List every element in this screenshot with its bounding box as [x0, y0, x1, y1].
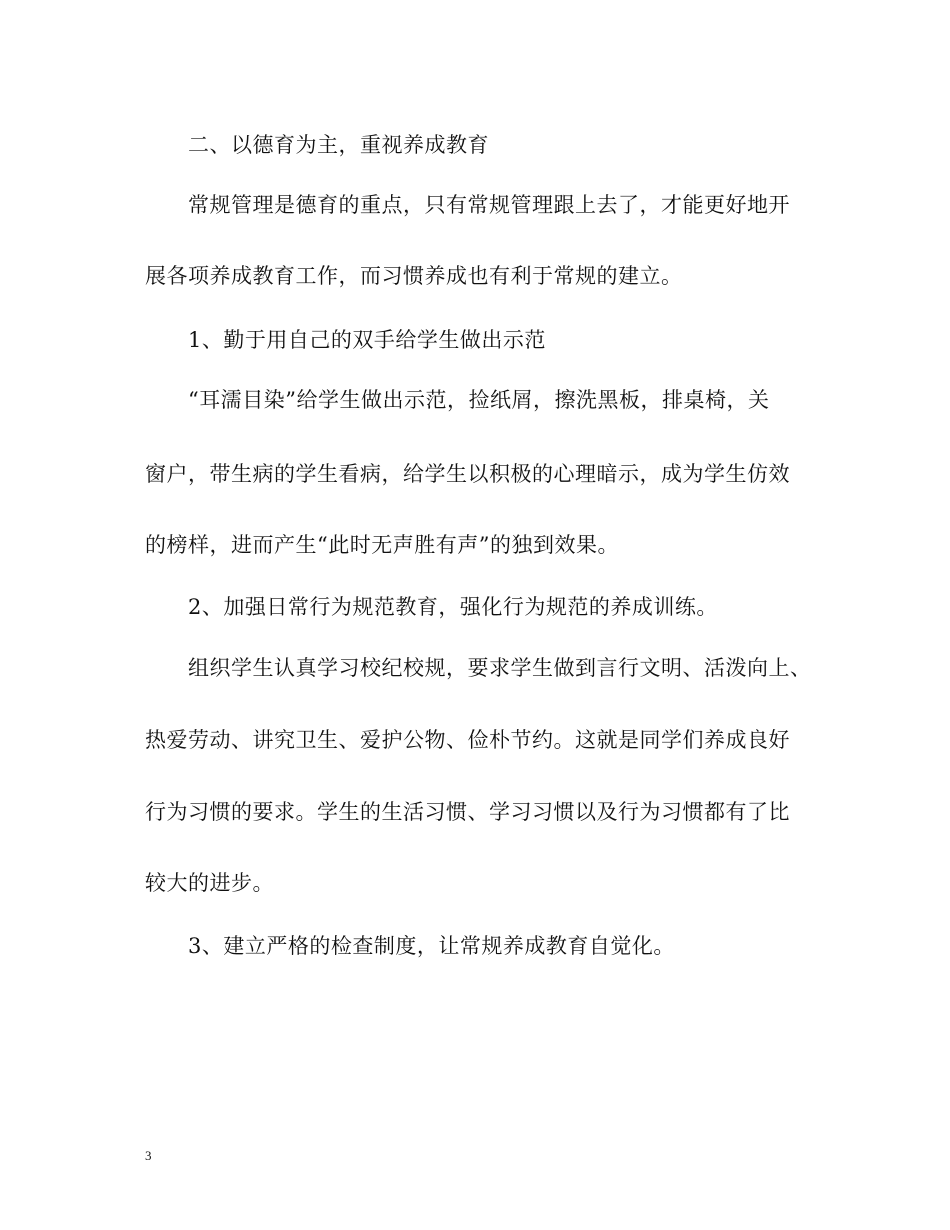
paragraph-line: 组织学生认真学习校纪校规，要求学生做到言行文明、活泼向上、 [188, 656, 812, 680]
subheading-3: 3、建立严格的检查制度，让常规养成教育自觉化。 [188, 934, 675, 958]
subheading-2: 2、加强日常行为规范教育，强化行为规范的养成训练。 [188, 595, 718, 619]
subheading-1: 1、勤于用自己的双手给学生做出示范 [188, 328, 546, 352]
paragraph-line: 窗户，带生病的学生看病，给学生以积极的心理暗示，成为学生仿效 [145, 462, 790, 486]
paragraph-line: 较大的进步。 [145, 871, 274, 895]
section-heading-2: 二、以德育为主，重视养成教育 [188, 133, 489, 157]
page-number: 3 [145, 1148, 152, 1163]
paragraph-line: “耳濡目染”给学生做出示范，捡纸屑，擦洗黑板，排桌椅，关 [188, 388, 770, 412]
paragraph-line: 行为习惯的要求。学生的生活习惯、学习习惯以及行为习惯都有了比 [145, 800, 790, 824]
paragraph-line: 展各项养成教育工作，而习惯养成也有利于常规的建立。 [145, 264, 683, 288]
paragraph-line: 常规管理是德育的重点，只有常规管理跟上去了，才能更好地开 [188, 193, 790, 217]
paragraph-line: 的榜样，进而产生“此时无声胜有声”的独到效果。 [145, 533, 619, 557]
paragraph-line: 热爱劳动、讲究卫生、爱护公物、俭朴节约。这就是同学们养成良好 [145, 728, 790, 752]
